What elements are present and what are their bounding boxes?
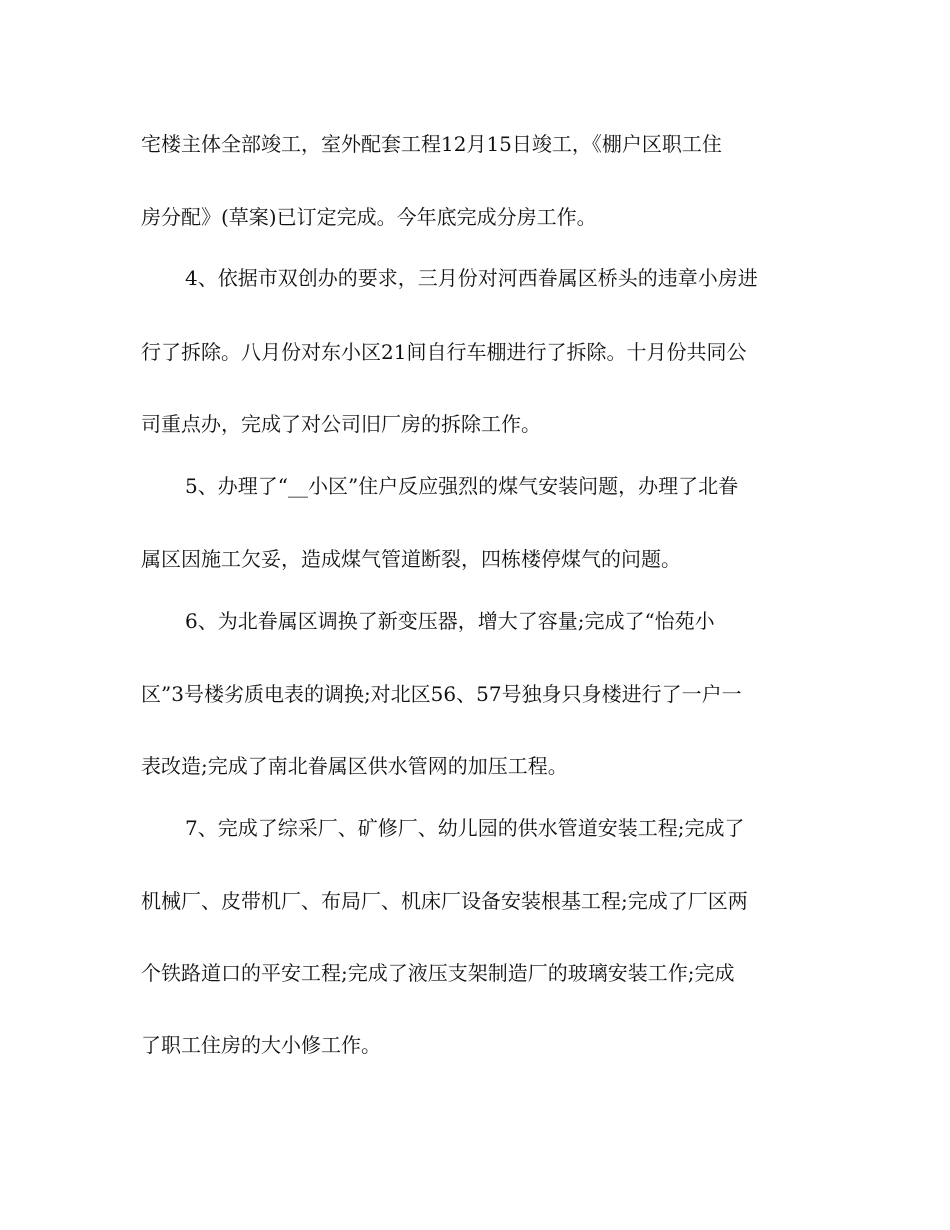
text-line: 司重点办，完成了对公司旧厂房的拆除工作。 — [141, 412, 541, 436]
text-line: 房分配》(草案)已订定完成。今年底完成分房工作。 — [141, 205, 597, 229]
text-line: 个铁路道口的平安工程;完成了液压支架制造厂的玻璃安装工作;完成 — [141, 961, 735, 985]
paragraph-6-start: 6、为北眷属区调换了新变压器，增大了容量;完成了“怡苑小 — [185, 609, 715, 633]
text-line: 区”3号楼劣质电表的调换;对北区56、57号独身只身楼进行了一户一 — [141, 682, 742, 706]
text-line: 机械厂、皮带机厂、布局厂、机床厂设备安装根基工程;完成了厂区两 — [141, 889, 748, 913]
paragraph-7-start: 7、完成了综采厂、矿修厂、幼儿园的供水管道安装工程;完成了 — [185, 816, 745, 840]
paragraph-4-start: 4、依据市双创办的要求，三月份对河西眷属区桥头的违章小房进 — [185, 266, 758, 290]
text-line: 属区因施工欠妥，造成煤气管道断裂，四栋楼停煤气的问题。 — [141, 547, 681, 571]
text-line: 行了拆除。八月份对东小区21间自行车棚进行了拆除。十月份共同公 — [141, 340, 747, 364]
text-line: 表改造;完成了南北眷属区供水管网的加压工程。 — [141, 754, 568, 778]
text-line: 宅楼主体全部竣工，室外配套工程12月15日竣工，《棚户区职工住 — [141, 132, 722, 156]
text-line: 了职工住房的大小修工作。 — [141, 1033, 381, 1057]
paragraph-5-start: 5、办理了“__小区”住户反应强烈的煤气安装问题，办理了北眷 — [185, 474, 739, 498]
